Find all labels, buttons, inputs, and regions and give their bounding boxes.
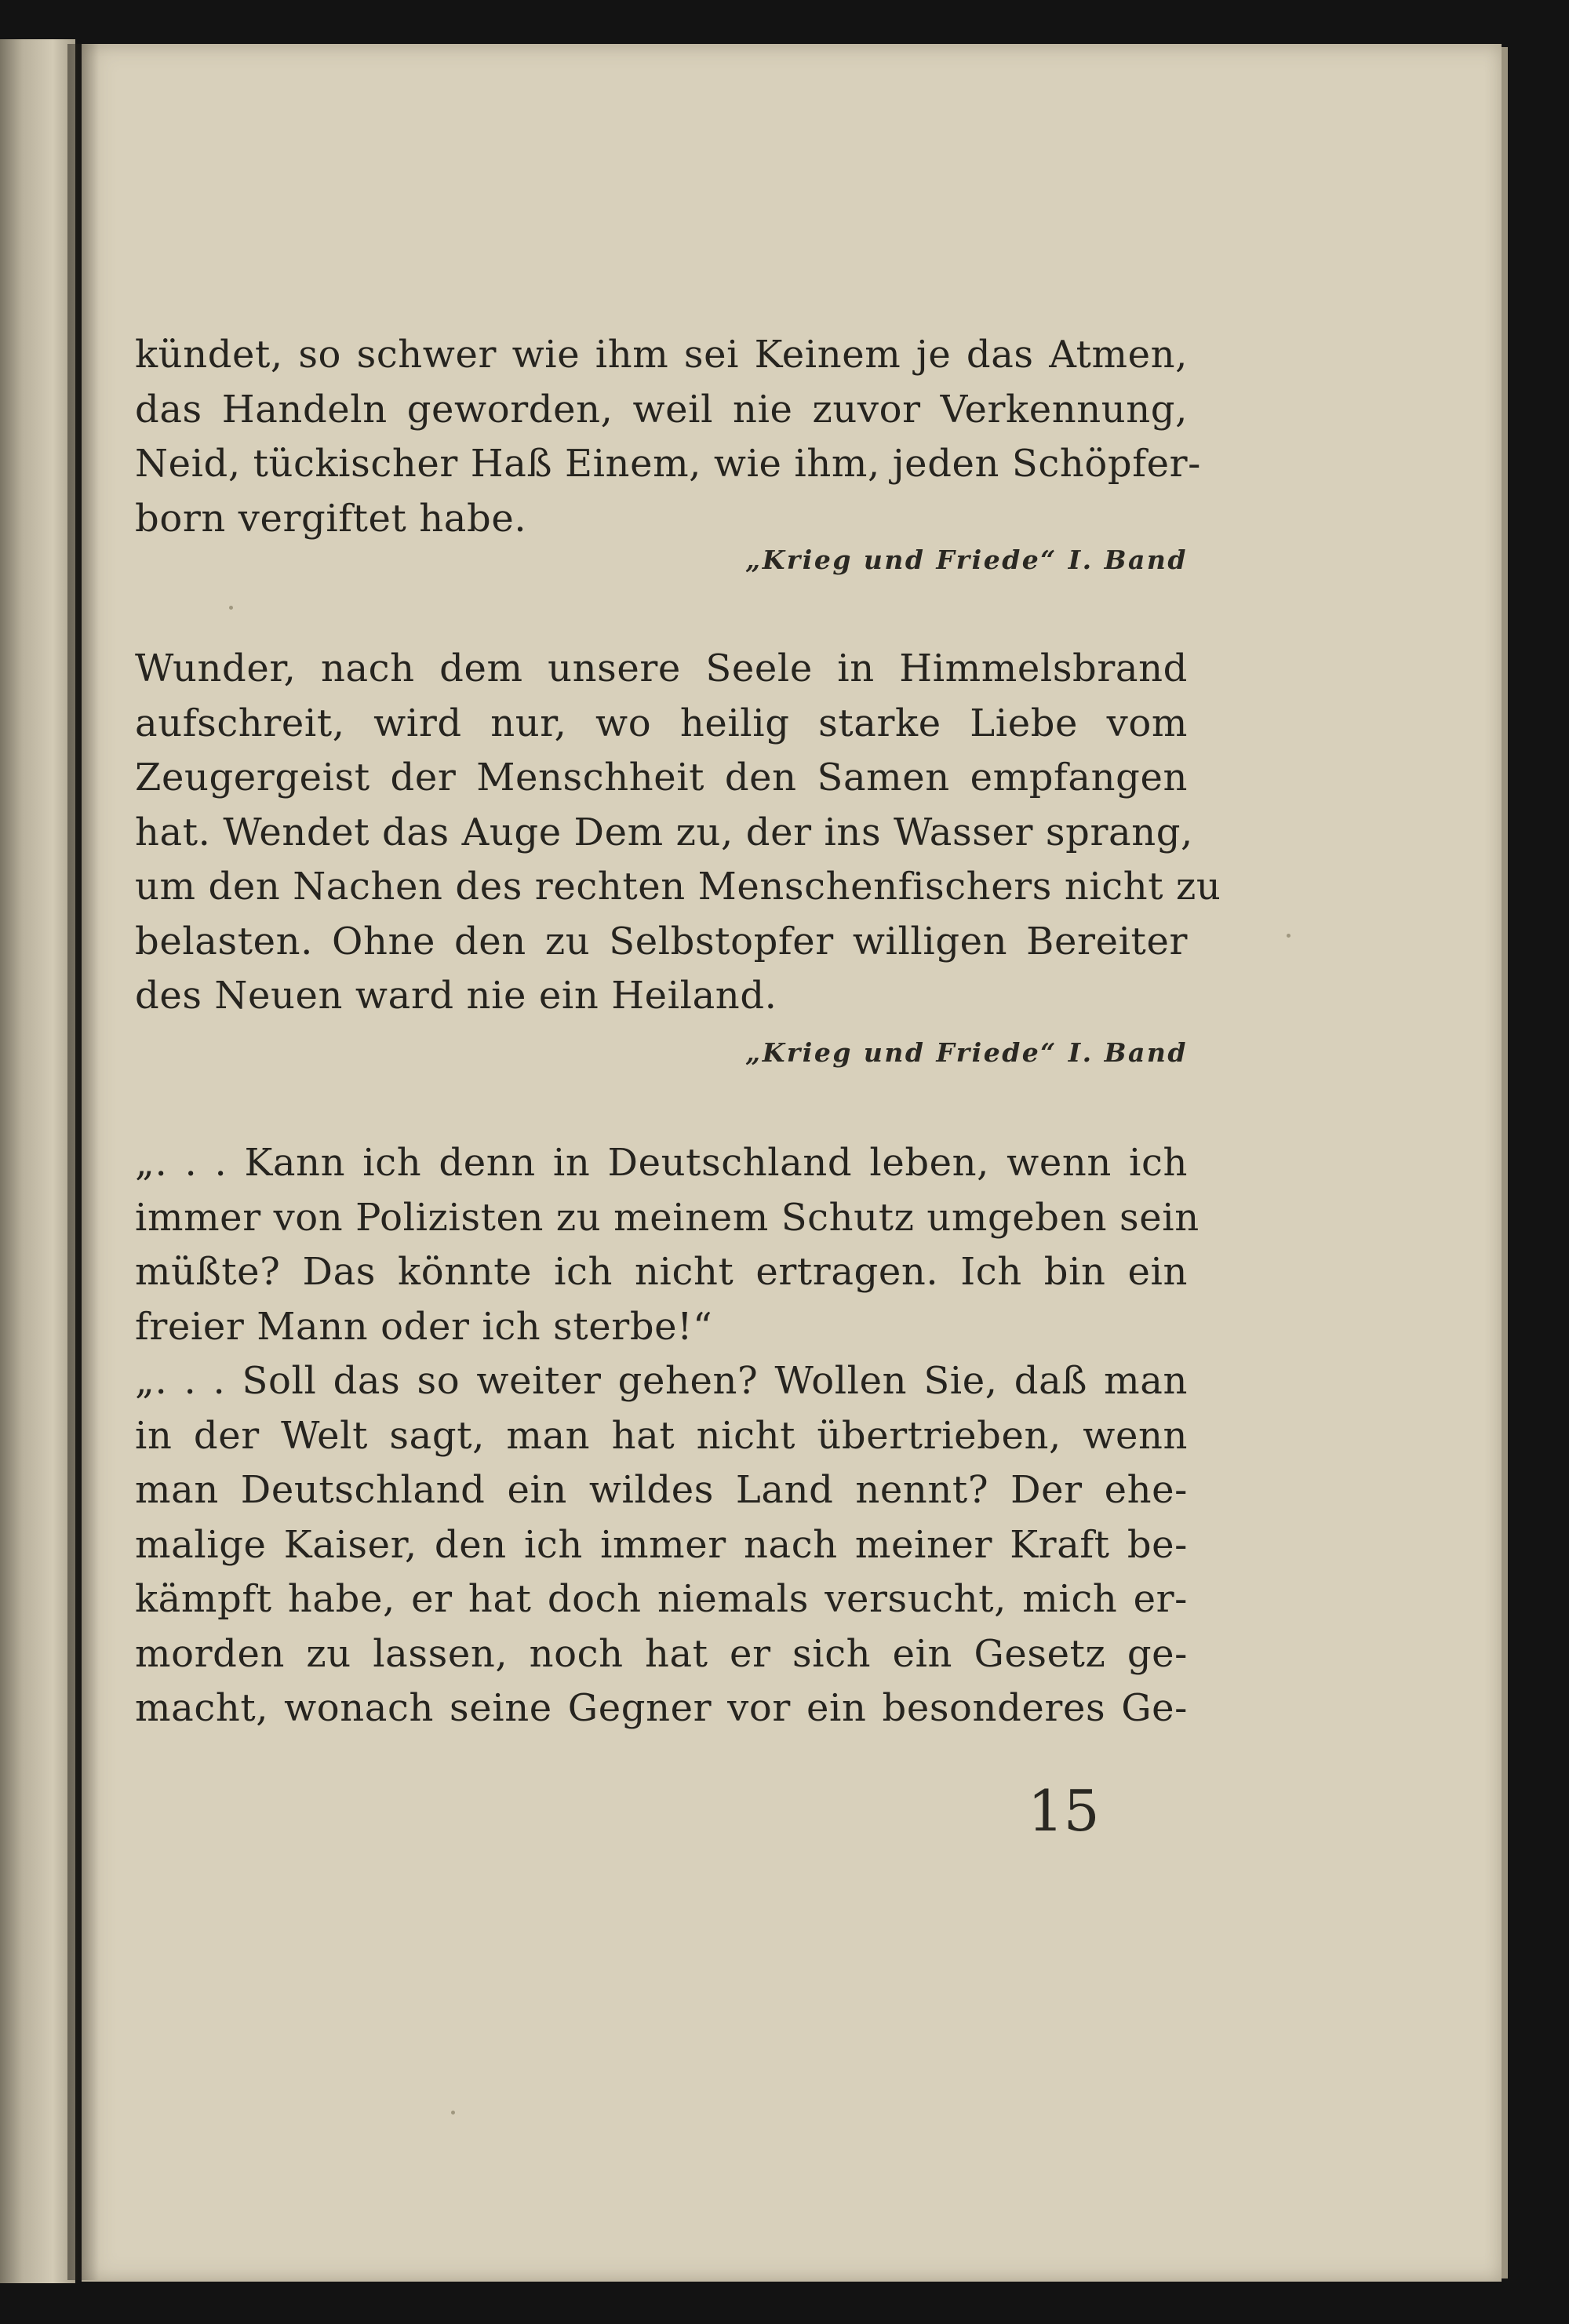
text-line: morden zu lassen, noch hat er sich ein Gesetz ge-	[135, 1631, 1188, 1676]
text-line: macht, wonach seine Gegner vor ein besonderes Ge-	[135, 1686, 1188, 1730]
text-line: Zeugergeist der Menschheit den Samen empfangen	[135, 756, 1188, 800]
text-line: in der Welt sagt, man hat nicht übertrieben, wenn	[135, 1413, 1188, 1458]
text-line: born vergiftet habe.	[135, 496, 527, 541]
left-page-edge	[0, 39, 75, 2283]
text-line: kämpft habe, er hat doch niemals versucht, mich er-	[135, 1577, 1188, 1621]
text-line: „. . . Kann ich denn in Deutschland leben, wenn ich	[135, 1141, 1188, 1185]
paper-speck	[451, 2111, 455, 2115]
paper-speck	[229, 606, 233, 610]
text-line: belasten. Ohne den zu Selbstopfer willigen Bereiter	[135, 919, 1188, 963]
page-number: 15	[1028, 1778, 1100, 1844]
text-line: müßte? Das könnte ich nicht ertragen. Ich bin ein	[135, 1250, 1188, 1294]
gutter-shadow	[67, 44, 99, 2280]
passage-1	[135, 328, 1201, 546]
text-line: Wunder, nach dem unsere Seele in Himmelsbrand	[135, 647, 1188, 690]
right-page-edge	[1502, 47, 1508, 2278]
passage-3	[135, 1136, 1200, 1736]
passage-2	[135, 642, 1221, 1024]
text-line: das Handeln geworden, weil nie zuvor Verkennung,	[135, 387, 1188, 432]
citation-2: „Krieg und Friede“ I. Band	[745, 1037, 1188, 1068]
text-line: aufschreit, wird nur, wo heilig starke Liebe vom	[135, 701, 1188, 745]
text-line: malige Kaiser, den ich immer nach meiner Kraft be-	[135, 1522, 1188, 1567]
text-line: freier Mann oder ich sterbe!“	[135, 1304, 713, 1349]
text-line: immer von Polizisten zu meinem Schutz umgeben sein	[135, 1195, 1200, 1240]
paper-speck	[1287, 934, 1291, 938]
text-line: hat. Wendet das Auge Dem zu, der ins Wasser sprang,	[135, 810, 1193, 854]
text-line: kündet, so schwer wie ihm sei Keinem je das Atmen,	[135, 333, 1188, 377]
text-line: Neid, tückischer Haß Einem, wie ihm, jeden Schöpfer-	[135, 442, 1201, 486]
text-line: des Neuen ward nie ein Heiland.	[135, 974, 777, 1018]
text-line: „. . . Soll das so weiter gehen? Wollen Sie, daß man	[135, 1359, 1188, 1403]
citation-1: „Krieg und Friede“ I. Band	[745, 545, 1188, 575]
text-line: um den Nachen des rechten Menschenfischers nicht zu	[135, 865, 1221, 909]
text-line: man Deutschland ein wildes Land nennt? Der ehe-	[135, 1468, 1188, 1512]
